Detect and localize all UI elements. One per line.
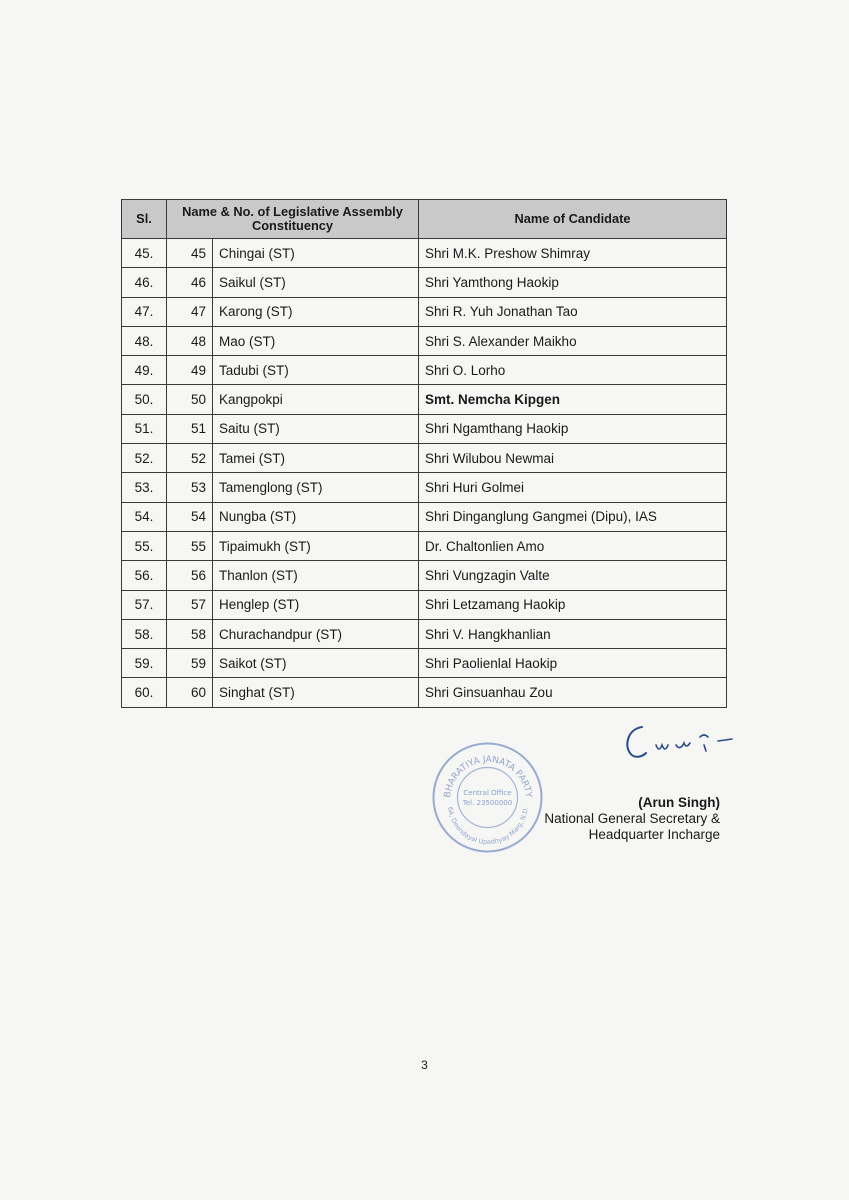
table-row (122, 356, 727, 385)
row-candidate-name: Shri V. Hangkhanlian (419, 619, 727, 648)
row-sl: 54. (122, 502, 167, 531)
row-sl: 50. (122, 385, 167, 414)
row-sl: 52. (122, 444, 167, 473)
table-row (122, 561, 727, 590)
table-row (122, 473, 727, 502)
table-row (122, 502, 727, 531)
seal-center-line2: Tel. 23500000 (462, 799, 513, 807)
row-sl: 59. (122, 649, 167, 678)
row-constituency-name: Thanlon (ST) (213, 561, 419, 590)
table-row (122, 619, 727, 648)
seal-outer-text: BHARATIYA JANATA PARTY (442, 754, 533, 799)
row-constituency-name: Kangpokpi (213, 385, 419, 414)
row-constituency-name: Mao (ST) (213, 326, 419, 355)
row-constituency-no: 48 (167, 326, 213, 355)
row-candidate-name: Shri Vungzagin Valte (419, 561, 727, 590)
row-constituency-no: 45 (167, 239, 213, 268)
row-constituency-no: 46 (167, 268, 213, 297)
row-constituency-no: 56 (167, 561, 213, 590)
row-candidate-name: Shri S. Alexander Maikho (419, 326, 727, 355)
row-candidate-name: Shri O. Lorho (419, 356, 727, 385)
signatory-title-line1: National General Secretary & (544, 811, 720, 826)
row-constituency-no: 47 (167, 297, 213, 326)
row-constituency-no: 55 (167, 531, 213, 560)
table-row (122, 385, 727, 414)
table-row (122, 531, 727, 560)
row-candidate-name: Shri Wilubou Newmai (419, 444, 727, 473)
page-number: 3 (421, 1058, 428, 1072)
row-constituency-name: Henglep (ST) (213, 590, 419, 619)
row-constituency-name: Singhat (ST) (213, 678, 419, 707)
row-candidate-name: Shri Paolienlal Haokip (419, 649, 727, 678)
row-constituency-no: 49 (167, 356, 213, 385)
row-constituency-no: 51 (167, 414, 213, 443)
row-candidate-name: Dr. Chaltonlien Amo (419, 531, 727, 560)
header-sl: Sl. (122, 200, 167, 239)
row-constituency-no: 54 (167, 502, 213, 531)
row-constituency-name: Tamei (ST) (213, 444, 419, 473)
row-constituency-no: 59 (167, 649, 213, 678)
row-sl: 53. (122, 473, 167, 502)
row-candidate-name: Shri Yamthong Haokip (419, 268, 727, 297)
row-constituency-name: Karong (ST) (213, 297, 419, 326)
table-row (122, 326, 727, 355)
row-constituency-name: Tipaimukh (ST) (213, 531, 419, 560)
row-constituency-name: Saikul (ST) (213, 268, 419, 297)
table-body (122, 239, 727, 708)
row-sl: 57. (122, 590, 167, 619)
row-sl: 60. (122, 678, 167, 707)
row-sl: 47. (122, 297, 167, 326)
table-row (122, 444, 727, 473)
table-row (122, 414, 727, 443)
table-row (122, 590, 727, 619)
row-sl: 56. (122, 561, 167, 590)
row-candidate-name: Shri R. Yuh Jonathan Tao (419, 297, 727, 326)
row-sl: 48. (122, 326, 167, 355)
table-row (122, 678, 727, 707)
signature-image (620, 715, 760, 775)
header-candidate: Name of Candidate (419, 200, 727, 239)
row-sl: 55. (122, 531, 167, 560)
header-constituency: Name & No. of Legislative Assembly Constituency (167, 200, 419, 239)
row-sl: 46. (122, 268, 167, 297)
row-constituency-name: Tamenglong (ST) (213, 473, 419, 502)
row-constituency-no: 53 (167, 473, 213, 502)
row-constituency-no: 60 (167, 678, 213, 707)
row-sl: 49. (122, 356, 167, 385)
row-constituency-no: 58 (167, 619, 213, 648)
row-sl: 45. (122, 239, 167, 268)
row-sl: 51. (122, 414, 167, 443)
signatory-block (520, 795, 720, 843)
row-sl: 58. (122, 619, 167, 648)
row-candidate-name: Smt. Nemcha Kipgen (419, 385, 727, 414)
candidate-table (121, 199, 727, 708)
row-candidate-name: Shri Ginsuanhau Zou (419, 678, 727, 707)
row-candidate-name: Shri Dinganglung Gangmei (Dipu), IAS (419, 502, 727, 531)
table-row (122, 239, 727, 268)
row-candidate-name: Shri Letzamang Haokip (419, 590, 727, 619)
row-constituency-name: Churachandpur (ST) (213, 619, 419, 648)
seal-center-line1: Central Office (463, 789, 512, 797)
svg-text:6A, Deendayal Upadhyay Marg, N (446, 806, 530, 846)
row-constituency-no: 50 (167, 385, 213, 414)
table-row (122, 649, 727, 678)
row-constituency-no: 52 (167, 444, 213, 473)
signatory-title-line2: Headquarter Incharge (588, 827, 720, 842)
table-row (122, 268, 727, 297)
row-constituency-name: Tadubi (ST) (213, 356, 419, 385)
row-candidate-name: Shri Huri Golmei (419, 473, 727, 502)
seal-address-text: 6A, Deendayal Upadhyay Marg, N.D. (446, 806, 530, 847)
row-candidate-name: Shri Ngamthang Haokip (419, 414, 727, 443)
table-header-row (122, 200, 727, 239)
row-constituency-no: 57 (167, 590, 213, 619)
table-row (122, 297, 727, 326)
row-candidate-name: Shri M.K. Preshow Shimray (419, 239, 727, 268)
signatory-name: (Arun Singh) (638, 795, 720, 810)
row-constituency-name: Chingai (ST) (213, 239, 419, 268)
row-constituency-name: Nungba (ST) (213, 502, 419, 531)
row-constituency-name: Saikot (ST) (213, 649, 419, 678)
row-constituency-name: Saitu (ST) (213, 414, 419, 443)
